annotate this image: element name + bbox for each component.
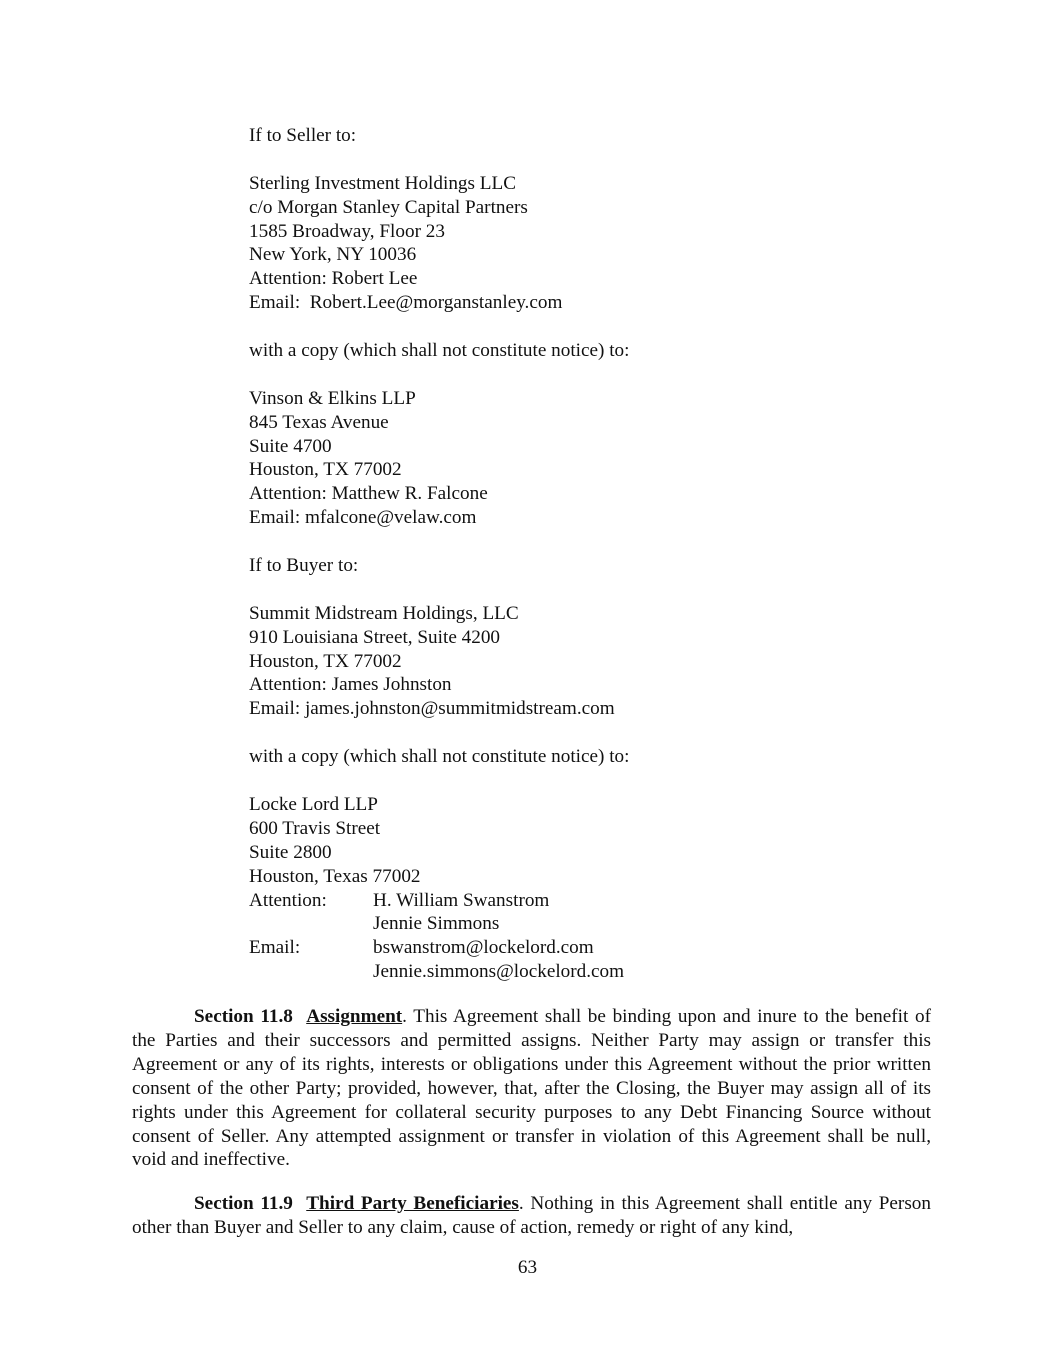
address-line: Email: james.johnston@summitmidstream.com bbox=[249, 698, 615, 720]
address-line: Attention: Robert Lee bbox=[249, 268, 418, 290]
seller-copy-heading: with a copy (which shall not constitute notice) to: bbox=[249, 340, 630, 362]
address-line: New York, NY 10036 bbox=[249, 244, 417, 266]
section-body: . This Agreement shall be binding upon and inure to the benefit of the Parties and their successors and permitted assigns. Neither Party may assign or transfer this Agreement or any of its rights, interests or obligations under this Agreement without the prior written consent of the other Party; provided, however, that, after the Closing, the Buyer may assign all of its rights under this Agreement for collateral security purposes to any Debt Financing Source without consent of Seller. Any attempted assignment or transfer in violation of this Agreement shall be null, void and ineffective. bbox=[132, 1006, 931, 1171]
spacer bbox=[249, 148, 929, 172]
attention-row bbox=[249, 912, 929, 936]
address-line: Sterling Investment Holdings LLC bbox=[249, 172, 517, 194]
spacer bbox=[249, 769, 929, 793]
attention-name: Jennie Simmons bbox=[373, 913, 500, 935]
attention-name: H. William Swanstrom bbox=[373, 889, 550, 911]
address-line: Email: Robert.Lee@morganstanley.com bbox=[249, 292, 563, 314]
address-line: Email: mfalcone@velaw.com bbox=[249, 507, 477, 529]
address-line: Houston, TX 77002 bbox=[249, 650, 402, 672]
buyer-copy-heading: with a copy (which shall not constitute notice) to: bbox=[249, 746, 630, 768]
seller-address-block bbox=[249, 172, 929, 315]
section-paragraph bbox=[132, 1005, 931, 1172]
address-line: Houston, Texas 77002 bbox=[249, 865, 421, 887]
address-line: Houston, TX 77002 bbox=[249, 459, 402, 481]
buyer-notice-heading: If to Buyer to: bbox=[249, 555, 359, 577]
buyer-copy-address-block bbox=[249, 793, 929, 984]
notice-addresses bbox=[249, 124, 929, 984]
address-line: Summit Midstream Holdings, LLC bbox=[249, 602, 519, 624]
section-11-9 bbox=[132, 1192, 931, 1240]
seller-copy-address-block bbox=[249, 387, 929, 530]
spacer bbox=[249, 363, 929, 387]
email-label: Email: bbox=[249, 937, 301, 959]
spacer bbox=[249, 578, 929, 602]
address-line: Vinson & Elkins LLP bbox=[249, 387, 416, 409]
address-line: 600 Travis Street bbox=[249, 817, 381, 839]
email-address: Jennie.simmons@lockelord.com bbox=[373, 961, 625, 983]
email-row bbox=[249, 936, 929, 960]
section-body: . Nothing in this Agreement shall entitle any Person other than Buyer and Seller to any claim, cause of action, remedy or right of any kind, bbox=[132, 1193, 931, 1238]
spacer bbox=[249, 721, 929, 745]
spacer bbox=[249, 315, 929, 339]
address-line: 1585 Broadway, Floor 23 bbox=[249, 220, 445, 242]
seller-notice-heading: If to Seller to: bbox=[249, 125, 357, 146]
page-number: 63 bbox=[517, 1257, 538, 1278]
section-paragraph bbox=[132, 1192, 931, 1240]
address-line: Suite 4700 bbox=[249, 435, 332, 457]
section-title: Third Party Beneficiaries bbox=[306, 1193, 519, 1214]
address-line: Suite 2800 bbox=[249, 841, 332, 863]
address-line: 845 Texas Avenue bbox=[249, 411, 389, 433]
address-line: Attention: James Johnston bbox=[249, 674, 452, 696]
address-line: 910 Louisiana Street, Suite 4200 bbox=[249, 626, 501, 648]
address-line: Locke Lord LLP bbox=[249, 793, 378, 815]
address-line: c/o Morgan Stanley Capital Partners bbox=[249, 196, 528, 218]
section-number: Section 11.9 bbox=[194, 1193, 293, 1214]
email-row bbox=[249, 960, 929, 984]
attention-row bbox=[249, 889, 929, 913]
section-11-8 bbox=[132, 1005, 931, 1172]
email-address: bswanstrom@lockelord.com bbox=[373, 937, 594, 959]
section-number: Section 11.8 bbox=[194, 1006, 293, 1027]
section-title: Assignment bbox=[306, 1006, 403, 1027]
address-line: Attention: Matthew R. Falcone bbox=[249, 483, 488, 505]
attention-label: Attention: bbox=[249, 889, 327, 911]
buyer-address-block bbox=[249, 602, 929, 721]
spacer bbox=[249, 530, 929, 554]
